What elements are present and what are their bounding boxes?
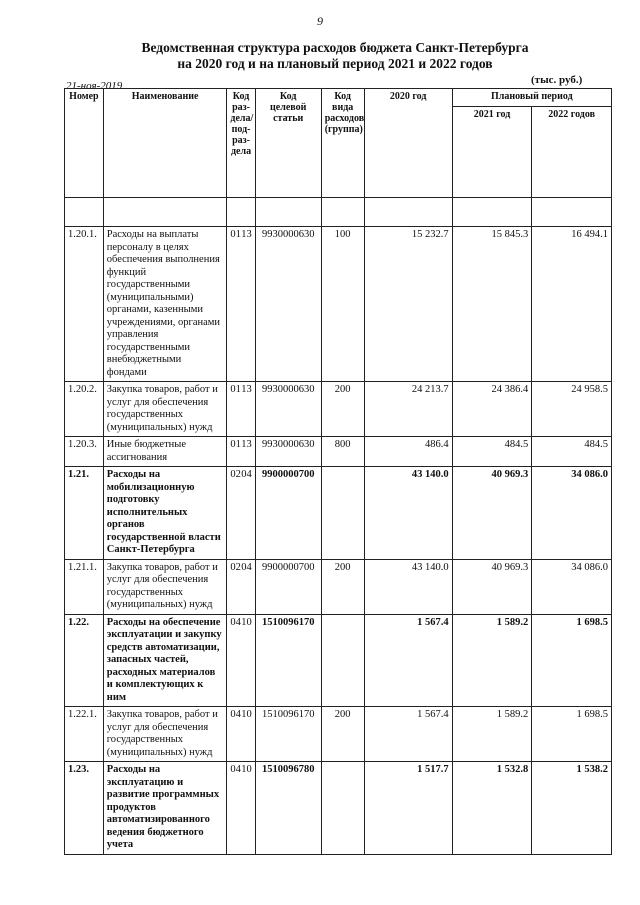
row-number: 1.22. xyxy=(65,614,104,707)
row-target-code: 9900000700 xyxy=(255,559,321,614)
row-name: Закупка товаров, работ и услуг для обеспечения государственных (муниципальных) нужд xyxy=(103,707,227,762)
row-name: Расходы на эксплуатацию и развитие программных продуктов автоматизированного ведения бюджетного учета xyxy=(103,762,227,855)
row-name: Закупка товаров, работ и услуг для обеспечения государственных (муниципальных) нужд xyxy=(103,559,227,614)
row-value-2020: 486.4 xyxy=(364,437,452,467)
row-number: 1.21. xyxy=(65,467,104,560)
row-value-2021: 484.5 xyxy=(452,437,532,467)
header-name: Наименование xyxy=(103,89,227,198)
header-year-2020: 2020 год xyxy=(364,89,452,198)
table-row xyxy=(65,382,612,437)
row-kind-code: 800 xyxy=(321,437,364,467)
row-target-code: 1510096170 xyxy=(255,614,321,707)
row-section-code: 01 13 xyxy=(227,437,255,467)
header-year-2021: 2021 год xyxy=(452,106,532,197)
header-target: Код целевой статьи xyxy=(255,89,321,198)
document-date: 21-ноя-2019 xyxy=(66,80,123,92)
row-value-2022: 484.5 xyxy=(532,437,612,467)
header-kind: Код вида расходов (группа) xyxy=(321,89,364,198)
row-section-code: 04 10 xyxy=(227,762,255,855)
document-title xyxy=(100,40,570,72)
title-line-1: Ведомственная структура расходов бюджета Санкт-Петербурга xyxy=(141,40,529,55)
row-name: Закупка товаров, работ и услуг для обеспечения государственных (муниципальных) нужд xyxy=(103,382,227,437)
table-row xyxy=(65,707,612,762)
row-kind-code: 200 xyxy=(321,707,364,762)
row-value-2021: 15 845.3 xyxy=(452,227,532,382)
header-spacer-row xyxy=(65,198,612,227)
row-number: 1.21.1. xyxy=(65,559,104,614)
row-value-2020: 1 567.4 xyxy=(364,614,452,707)
row-name: Расходы на мобилизационную подготовку исполнительных органов государственной власти Санкт-Петербурга xyxy=(103,467,227,560)
row-number: 1.23. xyxy=(65,762,104,855)
row-kind-code xyxy=(321,467,364,560)
header-year-2022: 2022 годов xyxy=(532,106,612,197)
row-value-2020: 43 140.0 xyxy=(364,559,452,614)
row-name: Расходы на обеспечение эксплуатации и закупку средств автоматизации, запасных частей, расходных материалов и комплектующих к ним xyxy=(103,614,227,707)
row-target-code: 1510096170 xyxy=(255,707,321,762)
row-number: 1.20.1. xyxy=(65,227,104,382)
row-value-2022: 1 538.2 xyxy=(532,762,612,855)
units-note: (тыс. руб.) xyxy=(531,74,583,86)
row-kind-code xyxy=(321,762,364,855)
budget-table xyxy=(64,88,612,855)
row-value-2020: 1 567.4 xyxy=(364,707,452,762)
row-number: 1.20.3. xyxy=(65,437,104,467)
header-section: Код раз- дела/ под- раз- дела xyxy=(227,89,255,198)
row-section-code: 01 13 xyxy=(227,227,255,382)
row-target-code: 9930000630 xyxy=(255,437,321,467)
row-section-code: 01 13 xyxy=(227,382,255,437)
row-value-2020: 15 232.7 xyxy=(364,227,452,382)
row-value-2022: 1 698.5 xyxy=(532,614,612,707)
row-value-2020: 43 140.0 xyxy=(364,467,452,560)
row-kind-code: 100 xyxy=(321,227,364,382)
title-line-2: на 2020 год и на плановый период 2021 и 2022 годов xyxy=(177,56,493,71)
row-name: Иные бюджетные ассигнования xyxy=(103,437,227,467)
row-number: 1.20.2. xyxy=(65,382,104,437)
row-number: 1.22.1. xyxy=(65,707,104,762)
row-kind-code: 200 xyxy=(321,559,364,614)
row-value-2021: 40 969.3 xyxy=(452,467,532,560)
table-row xyxy=(65,614,612,707)
row-section-code: 04 10 xyxy=(227,707,255,762)
row-section-code: 04 10 xyxy=(227,614,255,707)
row-kind-code xyxy=(321,614,364,707)
table-row xyxy=(65,437,612,467)
row-value-2021: 40 969.3 xyxy=(452,559,532,614)
table-row xyxy=(65,467,612,560)
header-number: Номер xyxy=(65,89,104,198)
row-target-code: 9930000630 xyxy=(255,227,321,382)
row-value-2021: 1 589.2 xyxy=(452,614,532,707)
row-value-2022: 16 494.1 xyxy=(532,227,612,382)
row-target-code: 9900000700 xyxy=(255,467,321,560)
row-target-code: 9930000630 xyxy=(255,382,321,437)
page-number: 9 xyxy=(317,14,323,28)
row-value-2022: 34 086.0 xyxy=(532,467,612,560)
row-name: Расходы на выплаты персоналу в целях обеспечения выполнения функций государственными (муниципальными) органами, казенными учреждениями, органами управления государственными внебюджетными фондами xyxy=(103,227,227,382)
table-row xyxy=(65,559,612,614)
row-section-code: 02 04 xyxy=(227,467,255,560)
row-section-code: 02 04 xyxy=(227,559,255,614)
row-value-2021: 1 532.8 xyxy=(452,762,532,855)
row-value-2020: 1 517.7 xyxy=(364,762,452,855)
row-value-2020: 24 213.7 xyxy=(364,382,452,437)
row-value-2021: 24 386.4 xyxy=(452,382,532,437)
row-kind-code: 200 xyxy=(321,382,364,437)
row-value-2021: 1 589.2 xyxy=(452,707,532,762)
table-row xyxy=(65,762,612,855)
row-target-code: 1510096780 xyxy=(255,762,321,855)
table-row xyxy=(65,227,612,382)
row-value-2022: 24 958.5 xyxy=(532,382,612,437)
row-value-2022: 34 086.0 xyxy=(532,559,612,614)
row-value-2022: 1 698.5 xyxy=(532,707,612,762)
header-plan-period: Плановый период xyxy=(452,89,611,107)
